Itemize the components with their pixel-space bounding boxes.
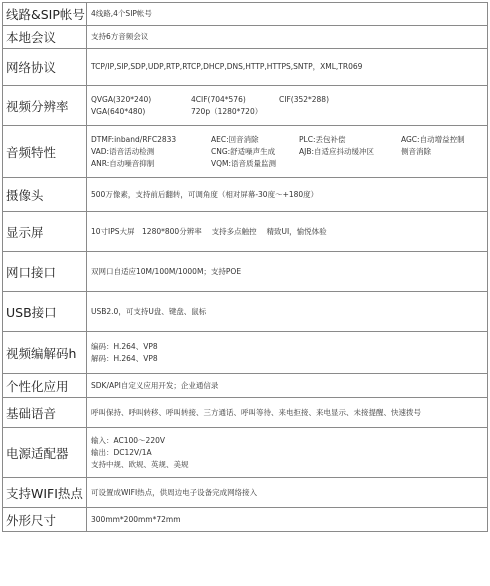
grid-cell: QVGA(320*240): [91, 94, 152, 104]
value-line: SDK/API自定义应用开发；企业通信录: [91, 380, 219, 390]
row-value: [87, 398, 488, 428]
value-line: 300mm*200mm*72mm: [91, 514, 181, 524]
value-line: 10寸IPS大屏 1280*800分辨率 支持多点触控 精致UI，愉悦体验: [91, 226, 327, 236]
row-label: 线路&SIP帐号: [3, 3, 87, 26]
grid-cell: AEC:回音消除: [211, 134, 259, 144]
row-value: [87, 126, 488, 178]
row-value: [87, 86, 488, 126]
grid-cell: PLC:丢包补偿: [299, 134, 346, 144]
table-row: [3, 332, 488, 374]
grid-cell: VGA(640*480): [91, 106, 146, 116]
grid-cell: VQM:语音质量监测: [211, 158, 277, 168]
audio-grid: [91, 134, 487, 170]
row-label: 外形尺寸: [3, 508, 87, 532]
grid-cell: CIF(352*288): [279, 94, 329, 104]
table-row: [3, 398, 488, 428]
grid-cell: AJB:自适应抖动缓冲区: [299, 146, 375, 156]
grid-cell: AGC:自动增益控制: [401, 134, 465, 144]
row-label: 本地会议: [3, 26, 87, 49]
row-label: 视频编解码h: [3, 332, 87, 374]
table-row: [3, 508, 488, 532]
row-label: 摄像头: [3, 178, 87, 212]
row-label: 网口接口: [3, 252, 87, 292]
table-row: [3, 86, 488, 126]
value-line: 支持中规、欧规、英规、美规: [91, 459, 189, 469]
table-row: [3, 292, 488, 332]
row-label: 基础语音: [3, 398, 87, 428]
grid-cell: [299, 158, 397, 170]
row-value: [87, 26, 488, 49]
value-line: TCP/IP,SIP,SDP,UDP,RTP,RTCP,DHCP,DNS,HTTP,HTTPS,SNTP，XML,TR069: [91, 62, 363, 71]
row-value: [87, 212, 488, 252]
row-value: [87, 428, 488, 478]
value-line: 500万像素，支持前后翻转，可调角度（相对屏幕-30度～+180度）: [91, 189, 319, 199]
row-label: USB接口: [3, 292, 87, 332]
row-value: [87, 49, 488, 86]
table-row: [3, 478, 488, 508]
row-value: [87, 332, 488, 374]
row-label: 个性化应用: [3, 374, 87, 398]
table-row: [3, 49, 488, 86]
row-value: [87, 374, 488, 398]
table-row: [3, 212, 488, 252]
row-value: [87, 508, 488, 532]
value-line: USB2.0，可支持U盘、键盘、鼠标: [91, 306, 207, 316]
row-label: 支持WIFI热点: [3, 478, 87, 508]
row-label: 视频分辨率: [3, 86, 87, 126]
table-row: [3, 3, 488, 26]
table-row: [3, 252, 488, 292]
table-row: [3, 428, 488, 478]
table-row: [3, 178, 488, 212]
value-line: 输入：AC100～220V: [91, 435, 165, 445]
grid-cell: DTMF:inband/RFC2833: [91, 134, 177, 144]
grid-cell: 4CIF(704*576): [191, 94, 246, 104]
row-label: 音频特性: [3, 126, 87, 178]
value-line: 4线路,4个SIP帐号: [91, 9, 152, 18]
table-row: [3, 374, 488, 398]
grid-cell: 720p（1280*720）: [191, 106, 263, 116]
value-line: 编码：H.264、VP8: [91, 341, 158, 351]
table-row: [3, 126, 488, 178]
value-line: 输出：DC12V/1A: [91, 447, 152, 457]
row-label: 显示屏: [3, 212, 87, 252]
table-row: [3, 26, 488, 49]
grid-cell: [401, 158, 490, 170]
grid-cell: 侧音消除: [401, 146, 431, 156]
value-line: 解码：H.264、VP8: [91, 353, 158, 363]
row-value: [87, 178, 488, 212]
value-line: 双网口自适应10M/100M/1000M；支持POE: [91, 266, 242, 276]
value-line: 支持6方音频会议: [91, 32, 149, 41]
row-value: [87, 478, 488, 508]
grid-cell: [279, 106, 399, 118]
value-line: 可设置成WIFI热点，供周边电子设备完成网络接入: [91, 487, 258, 497]
row-value: [87, 252, 488, 292]
value-line: 呼叫保持、呼叫转移、呼叫转接、三方通话、呼叫等待、来电拒接、来电显示、未接提醒、快速拨号: [91, 407, 421, 417]
grid-cell: CNG:舒适噪声生成: [211, 146, 276, 156]
grid-cell: ANR:自动噪音抑制: [91, 158, 155, 168]
row-label: 网络协议: [3, 49, 87, 86]
row-value: [87, 292, 488, 332]
row-value: [87, 3, 488, 26]
row-label: 电源适配器: [3, 428, 87, 478]
resolution-grid: [91, 94, 487, 118]
spec-table: [2, 2, 488, 532]
grid-cell: VAD:语音活动检测: [91, 146, 155, 156]
